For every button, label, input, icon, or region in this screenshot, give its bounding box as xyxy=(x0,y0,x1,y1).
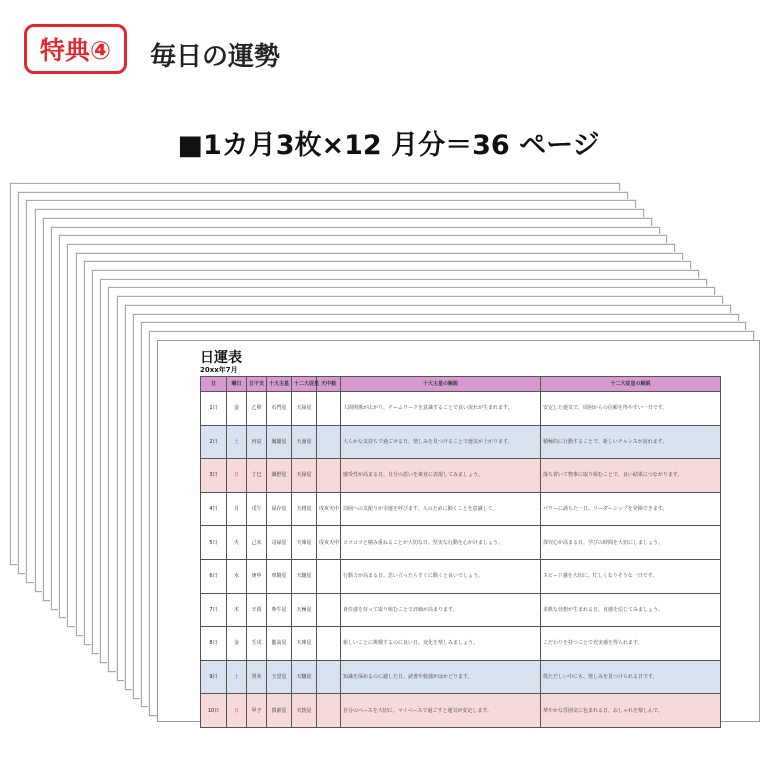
table-cell-text1: コツコツと積み重ねることが大切な日。堅実な行動を心がけましょう。 xyxy=(341,526,541,560)
table-cell-tenchu xyxy=(317,694,341,728)
table-header-cell: 十大主星の解説 xyxy=(341,377,541,392)
table-row xyxy=(201,694,721,728)
table-cell-text2: 積極的に行動することで、新しいチャンスが訪れます。 xyxy=(541,425,721,459)
table-cell-sub: 天馳星 xyxy=(292,559,317,593)
table-header-cell: 曜日 xyxy=(227,377,247,392)
table-cell-main: 鳳閣星 xyxy=(267,425,292,459)
table-cell-day: 3日 xyxy=(201,459,227,493)
table-cell-kanshi: 庚申 xyxy=(247,559,267,593)
table-row xyxy=(201,559,721,593)
table-cell-text2: 柔軟な発想が生まれる日。直感を信じてみましょう。 xyxy=(541,593,721,627)
table-cell-weekday: 土 xyxy=(227,425,247,459)
table-cell-day: 2日 xyxy=(201,425,227,459)
table-cell-tenchu xyxy=(317,392,341,426)
table-cell-weekday: 金 xyxy=(227,627,247,661)
table-cell-kanshi: 丁巳 xyxy=(247,459,267,493)
table-cell-weekday: 金 xyxy=(227,392,247,426)
table-header-row xyxy=(201,377,721,392)
table-cell-sub: 天庫星 xyxy=(292,627,317,661)
table-cell-weekday: 水 xyxy=(227,559,247,593)
table-cell-text2: こだわりを持つことで充実感を得られます。 xyxy=(541,627,721,661)
fortune-table xyxy=(200,376,721,728)
table-header-cell: 十二大従星 xyxy=(292,377,317,392)
table-cell-tenchu xyxy=(317,425,341,459)
table-cell-text1: 責任感を持って取り組むことで評価が高まります。 xyxy=(341,593,541,627)
table-cell-sub: 天恍星 xyxy=(292,694,317,728)
table-row xyxy=(201,425,721,459)
table-cell-weekday: 土 xyxy=(227,660,247,694)
table-cell-kanshi: 己未 xyxy=(247,526,267,560)
table-cell-tenchu xyxy=(317,660,341,694)
table-cell-day: 5日 xyxy=(201,526,227,560)
front-sheet xyxy=(157,340,760,722)
table-cell-main: 石門星 xyxy=(267,392,292,426)
table-cell-main: 玉堂星 xyxy=(267,660,292,694)
table-cell-weekday: 日 xyxy=(227,459,247,493)
table-cell-tenchu xyxy=(317,559,341,593)
table-cell-tenchu xyxy=(317,627,341,661)
table-cell-text1: 知識を深めるのに適した日。読書や勉強がはかどります。 xyxy=(341,660,541,694)
table-cell-kanshi: 甲子 xyxy=(247,694,267,728)
table-cell-main: 調舒星 xyxy=(267,459,292,493)
table-cell-day: 6日 xyxy=(201,559,227,593)
page-title: 毎日の運勢 xyxy=(150,42,281,72)
table-row xyxy=(201,492,721,526)
table-cell-day: 9日 xyxy=(201,660,227,694)
table-cell-kanshi: 壬戌 xyxy=(247,627,267,661)
sheet-month: 20xx年7月 xyxy=(200,366,238,374)
table-cell-kanshi: 癸亥 xyxy=(247,660,267,694)
table-row xyxy=(201,459,721,493)
table-cell-weekday: 火 xyxy=(227,526,247,560)
table-cell-day: 8日 xyxy=(201,627,227,661)
table-cell-kanshi: 乙卯 xyxy=(247,392,267,426)
table-cell-sub: 天禄星 xyxy=(292,392,317,426)
table-cell-text1: 感受性が高まる日。自分の思いを素直に表現してみましょう。 xyxy=(341,459,541,493)
table-cell-text2: 落ち着いて物事に取り組むことで、良い結果につながります。 xyxy=(541,459,721,493)
table-cell-day: 10日 xyxy=(201,694,227,728)
table-cell-sub: 天南星 xyxy=(292,425,317,459)
table-row xyxy=(201,392,721,426)
table-cell-day: 1日 xyxy=(201,392,227,426)
table-cell-text2: 探究心が高まる日。学びの時間を大切にしましょう。 xyxy=(541,526,721,560)
table-cell-weekday: 日 xyxy=(227,694,247,728)
table-row xyxy=(201,593,721,627)
table-cell-tenchu xyxy=(317,593,341,627)
table-cell-text1: 人間関係が広がり、チームワークを意識することで良い流れが生まれます。 xyxy=(341,392,541,426)
table-cell-sub: 天極星 xyxy=(292,593,317,627)
table-cell-main: 龍高星 xyxy=(267,627,292,661)
table-cell-kanshi: 丙辰 xyxy=(247,425,267,459)
table-cell-sub: 天庫星 xyxy=(292,526,317,560)
table-header-cell: 十二大従星の解説 xyxy=(541,377,721,392)
table-cell-text1: 自分のペースを大切に。マイペースで過ごすと運気が安定します。 xyxy=(341,694,541,728)
table-cell-weekday: 月 xyxy=(227,492,247,526)
table-header-cell: 日 xyxy=(201,377,227,392)
table-header-cell: 天中殺 xyxy=(317,377,341,392)
table-cell-main: 司禄星 xyxy=(267,526,292,560)
table-cell-text1: 大らかな気持ちで過ごせる日。楽しみを見つけることで運気が上がります。 xyxy=(341,425,541,459)
table-cell-sub: 天禄星 xyxy=(292,459,317,493)
table-row xyxy=(201,526,721,560)
table-cell-text2: 慌ただしい中にも、楽しみを見つけられる日です。 xyxy=(541,660,721,694)
table-row xyxy=(201,660,721,694)
table-cell-weekday: 木 xyxy=(227,593,247,627)
table-cell-tenchu: 戌亥天中 xyxy=(317,526,341,560)
table-cell-main: 牽牛星 xyxy=(267,593,292,627)
table-header-cell: 日干支 xyxy=(247,377,267,392)
table-cell-kanshi: 辛酉 xyxy=(247,593,267,627)
sheet-title: 日運表 xyxy=(200,350,242,366)
bonus-badge-label: 特典④ xyxy=(39,36,112,65)
table-cell-main: 貫索星 xyxy=(267,694,292,728)
table-cell-text2: 華やかな雰囲気に包まれる日。おしゃれを楽しんで。 xyxy=(541,694,721,728)
table-cell-tenchu: 戌亥天中 xyxy=(317,492,341,526)
table-cell-kanshi: 戊午 xyxy=(247,492,267,526)
table-cell-sub: 天将星 xyxy=(292,492,317,526)
page-subtitle: ■1カ月3枚×12 月分＝36 ページ xyxy=(177,130,600,161)
table-cell-main: 禄存星 xyxy=(267,492,292,526)
table-cell-text2: スピード感を大切に。忙しくなりそうな一日です。 xyxy=(541,559,721,593)
table-cell-text2: パワーに満ちた一日。リーダーシップを発揮できます。 xyxy=(541,492,721,526)
table-cell-tenchu xyxy=(317,459,341,493)
table-cell-sub: 天馳星 xyxy=(292,660,317,694)
table-row xyxy=(201,627,721,661)
table-cell-main: 車騎星 xyxy=(267,559,292,593)
table-cell-text1: 新しいことに挑戦するのに良い日。変化を楽しみましょう。 xyxy=(341,627,541,661)
table-header-cell: 十大主星 xyxy=(267,377,292,392)
table-cell-day: 7日 xyxy=(201,593,227,627)
table-cell-text2: 安定した運気で、周囲からの信頼を得やすい一日です。 xyxy=(541,392,721,426)
table-cell-text1: 周囲への気配りが幸運を呼びます。人のために動くことを意識して。 xyxy=(341,492,541,526)
table-cell-day: 4日 xyxy=(201,492,227,526)
table-cell-text1: 行動力が高まる日。思い立ったらすぐに動くと良いでしょう。 xyxy=(341,559,541,593)
